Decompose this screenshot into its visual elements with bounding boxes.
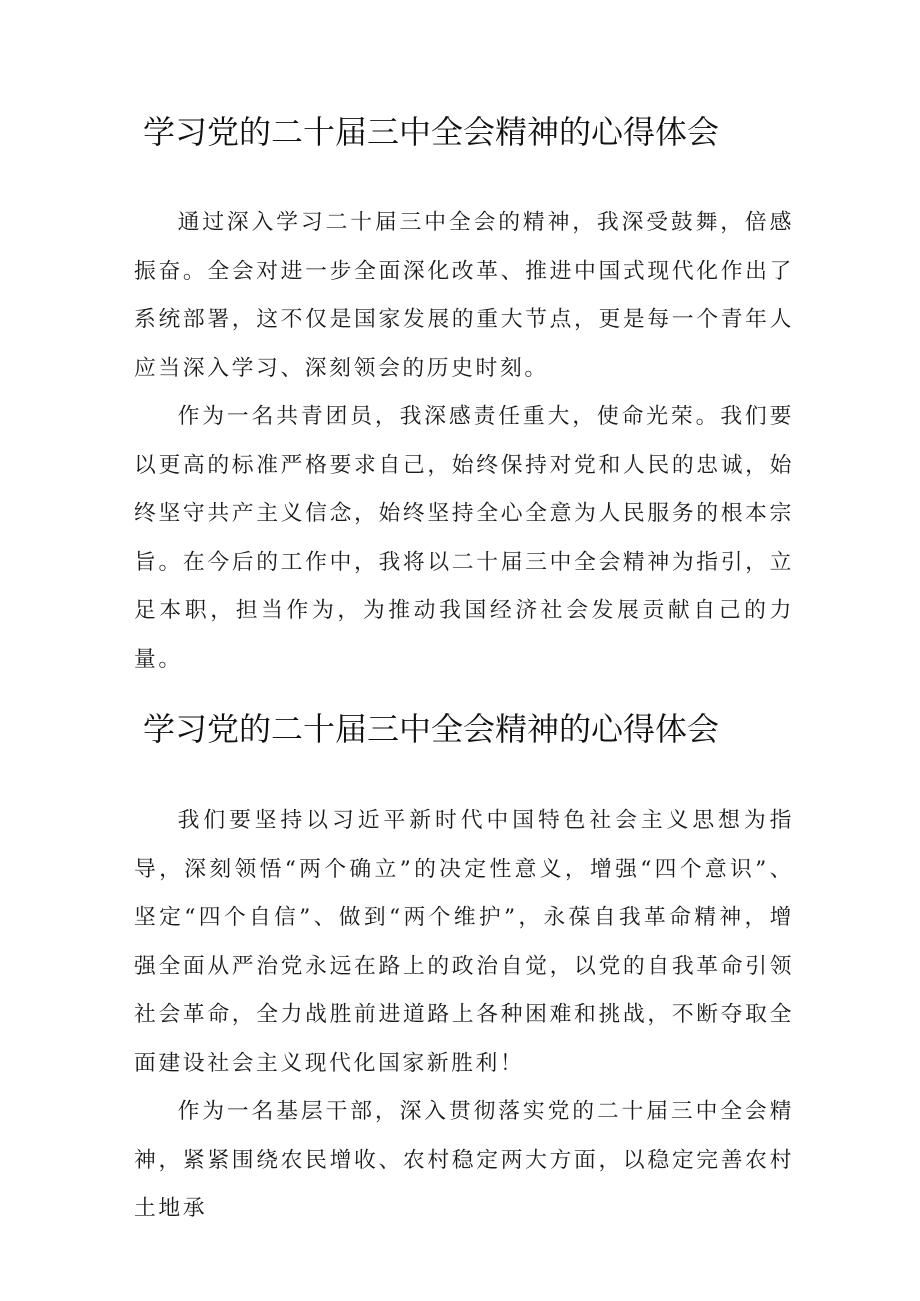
- article-section-2: [0, 701, 920, 1221]
- article-body: [134, 199, 794, 684]
- paragraph: 通过深入学习二十届三中全会的精神，我深受鼓舞，倍感振奋。全会对进一步全面深化改革、推进中国式现代化作出了系统部署，这不仅是国家发展的重大节点，更是每一个青年人应当深入学习、深刻领会的历史时刻。: [134, 210, 794, 381]
- paragraph: 作为一名共青团员，我深感责任重大，使命光荣。我们要以更高的标准严格要求自己，始终保持对党和人民的忠诚，始终坚守共产主义信念，始终坚持全心全意为人民服务的根本宗旨。在今后的工作中，我将以二十届三中全会精神为指引，立足本职，担当作为，为推动我国经济社会发展贡献自己的力量。: [134, 404, 794, 672]
- article-title: 学习党的二十届三中全会精神的心得体会: [143, 710, 720, 748]
- paragraph: 我们要坚持以习近平新时代中国特色社会主义思想为指导，深刻领悟“两个确立”的决定性意义，增强“四个意识”、坚定“四个自信”、做到“两个维护”，永葆自我革命精神，增强全面从严治党永远在路上的政治自觉，以党的自我革命引领社会革命，全力战胜前进道路上各种困难和挑战，不断夺取全面建设社会主义现代化国家新胜利！: [134, 808, 794, 1076]
- paragraph: 作为一名基层干部，深入贯彻落实党的二十届三中全会精神，紧紧围绕农民增收、农村稳定两大方面，以稳定完善农村土地承: [134, 1099, 794, 1221]
- article-body: [134, 797, 794, 1234]
- article-section-1: [0, 104, 920, 672]
- article-title: 学习党的二十届三中全会精神的心得体会: [143, 113, 720, 151]
